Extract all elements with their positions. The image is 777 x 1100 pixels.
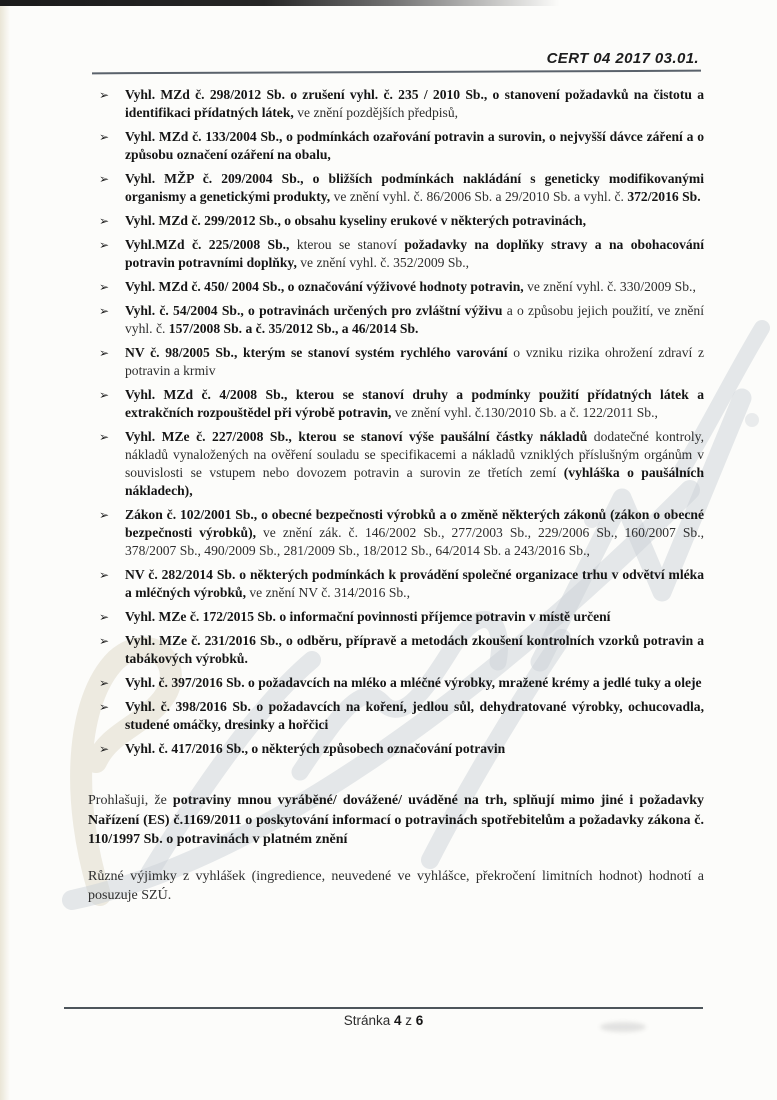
bullet-text [125, 698, 704, 734]
declaration-paragraph [88, 791, 704, 850]
bullet-text [125, 212, 704, 230]
list-item [88, 740, 704, 758]
document-code: CERT 04 2017 03.01. [546, 50, 699, 67]
note-paragraph [88, 867, 704, 906]
scan-artifact-top [0, 0, 777, 6]
list-item [88, 566, 704, 602]
list-item [88, 506, 704, 560]
text-run: ve znění vyhl. č.130/2010 Sb. a č. 122/2011 Sb., [391, 405, 658, 420]
arrow-bullet-icon: ➢ [99, 346, 110, 360]
text-run: Prohlašuji, že [88, 793, 173, 808]
list-item [88, 632, 704, 668]
footer-rule [64, 1007, 703, 1009]
text-run: Různé výjimky z vyhlášek (ingredience, neuvedené ve vyhlášce, překročení limitních hodnot) hodnotí a posuzuje SZÚ. [88, 868, 704, 903]
text-run-bold: Vyhl. MZe č. 227/2008 Sb., kterou se stanoví výše paušální částky nákladů [125, 429, 594, 444]
text-run-bold: Vyhl. č. 417/2016 Sb., o některých způsobech označování potravin [125, 741, 506, 756]
text-run-bold: Vyhl. č. 54/2004 Sb., o potravinách určených pro zvláštní výživu [125, 303, 507, 318]
arrow-bullet-icon: ➢ [99, 88, 110, 102]
page-body [88, 86, 704, 920]
text-run-bold: Vyhl. MŽP č. 209/2004 Sb., o bližších podmínkách nakládání s geneticky modifikovanými organismy a genetickými produkty, [125, 171, 704, 204]
list-item [88, 128, 704, 164]
text-run-bold: Vyhl. MZd č. 299/2012 Sb., o obsahu kyseliny erukové v některých potravinách, [125, 213, 586, 228]
list-item [88, 608, 704, 626]
bullet-text [125, 632, 704, 668]
arrow-bullet-icon: ➢ [99, 172, 110, 186]
bullet-text [125, 236, 704, 272]
arrow-bullet-icon: ➢ [99, 700, 110, 714]
text-run: ve znění vyhl. č. 330/2009 Sb., [523, 279, 696, 294]
list-item [88, 302, 704, 338]
text-run-bold: (vyhláška o paušálních nákladech), [125, 465, 704, 498]
page-number [64, 1013, 703, 1028]
list-item [88, 236, 704, 272]
text-run: ve znění zák. č. 146/2002 Sb., 277/2003 Sb., 229/2006 Sb., 160/2007 Sb., 378/2007 Sb., 490/2009 Sb., 281/2009 Sb., 18/2012 Sb., 64/2014 Sb. a 243/2016 Sb., [125, 525, 705, 558]
list-item [88, 278, 704, 296]
bullet-text [125, 386, 704, 422]
text-run-bold: Vyhl. MZd č. 133/2004 Sb., o podmínkách ozařování potravin a surovin, o nejvyšší dávce záření a o způsobu označení ozáření na obalu, [125, 129, 704, 162]
bullet-text [125, 740, 704, 758]
arrow-bullet-icon: ➢ [99, 568, 110, 582]
text-run-bold: 372/2016 Sb. [627, 189, 701, 204]
text-run: ve znění vyhl. č. 352/2009 Sb., [296, 255, 470, 270]
text-run-bold: Vyhl. MZe č. 172/2015 Sb. o informační povinnosti příjemce potravin v místě určení [125, 609, 611, 624]
bullet-text [125, 170, 704, 206]
list-item [88, 386, 704, 422]
text-run: a o způsobu jejich použití, ve znění vyhl. č. [125, 303, 704, 336]
text-run: ve znění pozdějších předpisů, [293, 105, 459, 120]
bullet-text [125, 674, 704, 692]
arrow-bullet-icon: ➢ [99, 610, 110, 624]
regulation-list [88, 86, 704, 758]
list-item [88, 170, 704, 206]
list-item [88, 212, 704, 230]
text-run: kterou se stanoví [296, 237, 405, 252]
text-run-bold: Vyhl.MZd č. 225/2008 Sb., [125, 237, 297, 252]
arrow-bullet-icon: ➢ [99, 214, 110, 228]
bullet-text [125, 506, 704, 560]
bullet-text [125, 128, 704, 164]
arrow-bullet-icon: ➢ [99, 430, 110, 444]
arrow-bullet-icon: ➢ [99, 304, 110, 318]
bullet-text [125, 344, 704, 380]
text-run-bold: Vyhl. č. 398/2016 Sb. o požadavcích na koření, jedlou sůl, dehydratované výrobky, ochucovadla, studené omáčky, dresinky a hořčici [125, 699, 704, 732]
bullet-text [125, 302, 704, 338]
bullet-text [125, 428, 704, 500]
arrow-bullet-icon: ➢ [99, 676, 110, 690]
text-run-bold: NV č. 98/2005 Sb., kterým se stanoví systém rychlého varování [125, 345, 514, 360]
list-item [88, 86, 704, 122]
arrow-bullet-icon: ➢ [99, 508, 110, 522]
text-run-bold: Zákon č. 102/2001 Sb., o obecné bezpečnosti výrobků a o změně některých zákonů (zákon o obecné bezpečnosti výrobků), [125, 507, 704, 540]
text-run: ve znění vyhl. č. 86/2006 Sb. a 29/2010 Sb. a vyhl. č. [330, 189, 628, 204]
text-run: o vzniku rizika ohrožení zdraví z potravin a krmiv [125, 345, 704, 378]
bullet-text [125, 608, 704, 626]
text-run-bold: NV č. 282/2014 Sb. o některých podmínkách k provádění společné organizace trhu v odvětví mléka a mléčných výrobků, [125, 567, 704, 600]
bullet-text [125, 278, 704, 296]
text-run-bold: požadavky na doplňky stravy a na obohacování potravin potravními doplňky, [125, 237, 705, 270]
list-item [88, 428, 704, 500]
text-run-bold: 157/2008 Sb. a č. 35/2012 Sb., a 46/2014 Sb. [168, 321, 419, 336]
text-run-bold: Vyhl. č. 397/2016 Sb. o požadavcích na mléko a mléčné výrobky, mražené krémy a jedlé tuky a oleje [125, 675, 702, 690]
arrow-bullet-icon: ➢ [99, 238, 110, 252]
text-run-bold: Vyhl. MZd č. 298/2012 Sb. o zrušení vyhl. č. 235 / 2010 Sb., o stanovení požadavků na čistotu a identifikaci přídatných látek, [125, 87, 704, 120]
list-item [88, 674, 704, 692]
text-run: Stránka [343, 1013, 394, 1028]
text-run-bold: potraviny mnou vyráběné/ dovážené/ uváděné na trh, splňují mimo jiné i požadavky Nařízení (ES) č.1169/2011 o poskytování informací o potravinách spotřebitelům a požadavky zákona č. 110/1997 Sb. o potravinách v platném znění [88, 793, 704, 847]
text-run-bold: Vyhl. MZd č. 4/2008 Sb., kterou se stanoví druhy a podmínky použití přídatných látek a extrakčních rozpouštědel při výrobě potravin, [125, 387, 704, 420]
list-item [88, 698, 704, 734]
text-run: ve znění NV č. 314/2016 Sb., [245, 585, 410, 600]
list-item [88, 344, 704, 380]
text-run: z [401, 1013, 416, 1028]
text-run-bold: 4 [393, 1013, 402, 1028]
arrow-bullet-icon: ➢ [99, 388, 110, 402]
arrow-bullet-icon: ➢ [99, 130, 110, 144]
arrow-bullet-icon: ➢ [99, 742, 110, 756]
arrow-bullet-icon: ➢ [99, 280, 110, 294]
bullet-text [125, 86, 704, 122]
text-run: dodatečné kontroly, nákladů vynaložených na ověření souladu se specifikacemi a nákladů vzniklých příslušným orgánům v souvislosti se vstupem nebo dovozem potravin a surovin ze třetích zemí [125, 429, 704, 480]
arrow-bullet-icon: ➢ [99, 634, 110, 648]
bullet-text [125, 566, 704, 602]
text-run-bold: 6 [415, 1013, 424, 1028]
watermark-dot [745, 413, 759, 427]
text-run-bold: Vyhl. MZe č. 231/2016 Sb., o odběru, přípravě a metodách zkoušení kontrolních vzorků potravin a tabákových výrobků. [125, 633, 704, 666]
text-run-bold: Vyhl. MZd č. 450/ 2004 Sb., o označování výživové hodnoty potravin, [125, 279, 524, 294]
